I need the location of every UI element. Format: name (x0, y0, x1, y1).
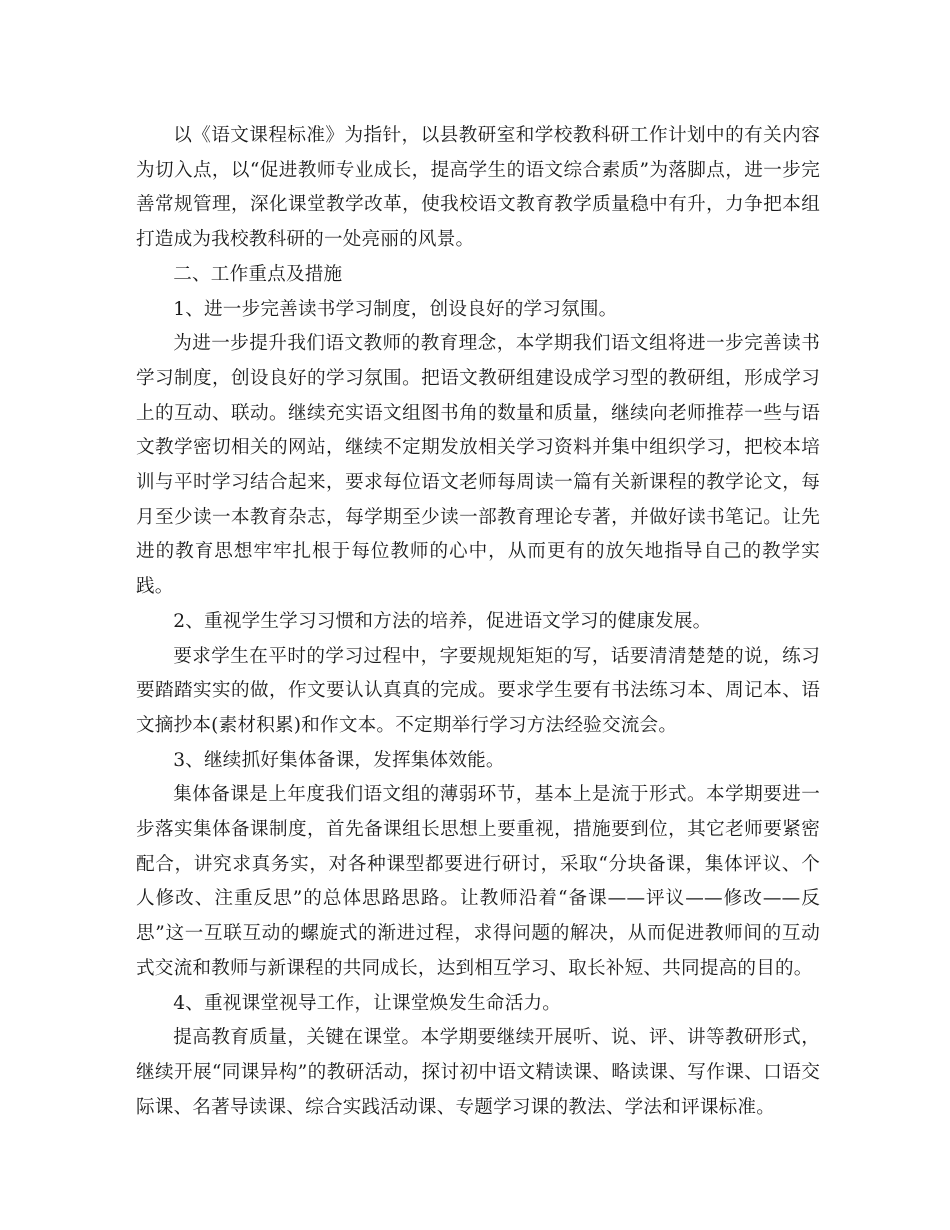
item-heading-4: 4、重视课堂视导工作，让课堂焕发生命活力。 (173, 992, 562, 1014)
item-heading-3: 3、继续抓好集体备课，发挥集体效能。 (173, 749, 505, 771)
item-body-2: 要求学生在平时的学习过程中，字要规规矩矩的写，话要清清楚楚的说，练习要踏踏实实的做，作文要认认真真的完成。要求学生要有书法练习本、周记本、语文摘抄本(素材积累)和作文本。不定期举行学习方法经验交流会。 (136, 645, 820, 736)
item-body-1: 为进一步提升我们语文教师的教育理念，本学期我们语文组将进一步完善读书学习制度，创设良好的学习氛围。把语文教研组建设成学习型的教研组，形成学习上的互动、联动。继续充实语文组图书角的数量和质量，继续向老师推荐一些与语文教学密切相关的网站，继续不定期发放相关学习资料并集中组织学习，把校本培训与平时学习结合起来，要求每位语文老师每周读一篇有关新课程的教学论文，每月至少读一本教育杂志，每学期至少读一部教育理论专著，并做好读书笔记。让先进的教育思想牢牢扎根于每位教师的心中，从而更有的放矢地指导自己的教学实践。 (136, 333, 820, 598)
document-page (136, 119, 820, 1125)
item-body-4: 提高教育质量，关键在课堂。本学期要继续开展听、说、评、讲等教研形式，继续开展“同课异构”的教研活动，探讨初中语文精读课、略读课、写作课、口语交际课、名著导读课、综合实践活动课、专题学习课的教法、学法和评课标准。 (136, 1027, 820, 1118)
item-heading-1: 1、进一步完善读书学习制度，创设良好的学习氛围。 (173, 298, 618, 320)
item-heading-2: 2、重视学生学习习惯和方法的培养，促进语文学习的健康发展。 (173, 610, 712, 632)
intro-paragraph: 以《语文课程标准》为指针，以县教研室和学校教科研工作计划中的有关内容为切入点，以“促进教师专业成长，提高学生的语文综合素质”为落脚点，进一步完善常规管理，深化课堂教学改革，使我校语文教育教学质量稳中有升，力争把本组打造成为我校教科研的一处亮丽的风景。 (136, 125, 820, 251)
item-body-3: 集体备课是上年度我们语文组的薄弱环节，基本上是流于形式。本学期要进一步落实集体备课制度，首先备课组长思想上要重视，措施要到位，其它老师要紧密配合，讲究求真务实，对各种课型都要进行研讨，采取“分块备课，集体评议、个人修改、注重反思”的总体思路思路。让教师沿着“备课——评议——修改——反思”这一互联互动的螺旋式的渐进过程，求得问题的解决，从而促进教师间的互动式交流和教师与新课程的共同成长，达到相互学习、取长补短、共同提高的目的。 (136, 784, 820, 979)
section-heading-work-focus: 二、工作重点及措施 (173, 263, 343, 285)
